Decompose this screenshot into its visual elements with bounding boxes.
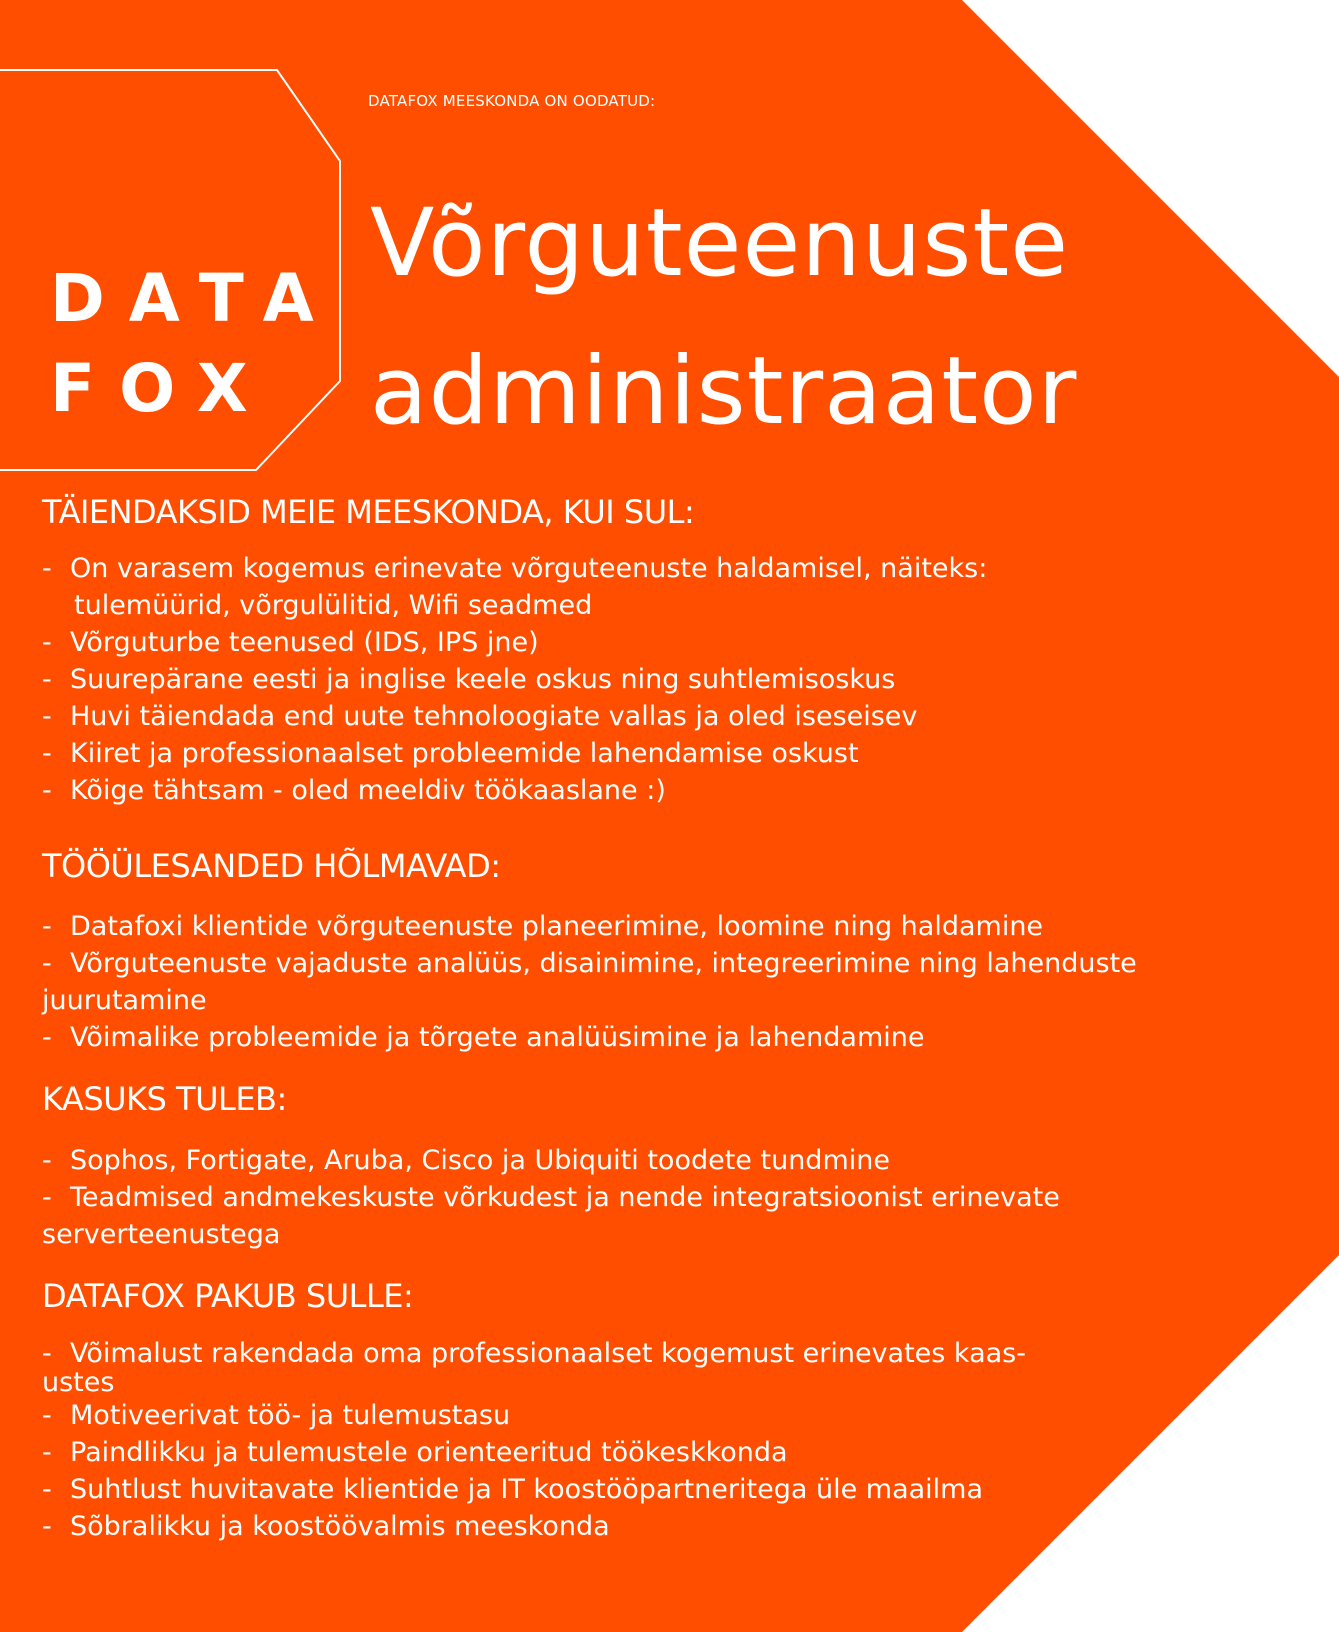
job-title-line-1: Võrguteenuste <box>370 189 1070 298</box>
job-title <box>370 170 1077 466</box>
list-item: - Sophos, Fortigate, Aruba, Cisco ja Ubiquiti toodete tundmine <box>42 1142 1252 1179</box>
list-item: - Huvi täiendada end uute tehnoloogiate vallas ja oled iseseisev <box>42 698 1252 735</box>
logo-text-data: DATA <box>50 260 338 337</box>
logo-text-fox: FOX <box>50 350 272 427</box>
list-item: - Datafoxi klientide võrguteenuste planeerimine, loomine ning haldamine <box>42 908 1252 945</box>
list-item: - Võrguturbe teenused (IDS, IPS jne) <box>42 624 1252 661</box>
list-item: - Sõbralikku ja koostöövalmis meeskonda <box>42 1508 1252 1545</box>
list-item-continuation: serverteenustega <box>42 1219 281 1250</box>
duties-list <box>42 908 1252 1056</box>
requirements-list <box>42 550 1252 809</box>
list-item: - On varasem kogemus erinevate võrguteenuste haldamisel, näiteks: tulemüürid, võrgulülitid, Wifi seadmed <box>42 550 1252 624</box>
section-heading-requirements: TÄIENDAKSID MEIE MEESKONDA, KUI SUL: <box>42 493 695 531</box>
list-item: - Suhtlust huvitavate klientide ja IT koostööpartneritega üle maailma <box>42 1471 1252 1508</box>
section-heading-duties: TÖÖÜLESANDED HÕLMAVAD: <box>42 847 501 885</box>
list-item: - Kiiret ja professionaalset probleemide lahendamise oskust <box>42 735 1252 772</box>
list-item: - Paindlikku ja tulemustele orienteeritud töökeskkonda <box>42 1434 1252 1471</box>
list-item: - Motiveerivat töö- ja tulemustasu <box>42 1397 1252 1434</box>
job-title-line-2: administraator <box>370 337 1078 446</box>
list-item: - Kõige tähtsam - oled meeldiv töökaaslane :) <box>42 772 1252 809</box>
list-item: - Võimalust rakendada oma professionaalset kogemust erinevates kaas- ustes <box>42 1339 1252 1397</box>
list-item: - Teadmised andmekeskuste võrkudest ja nende integratsioonist erinevate serverteenustega <box>42 1179 1252 1253</box>
list-item: - Võimalike probleemide ja tõrgete analüüsimine ja lahendamine <box>42 1019 1252 1056</box>
offer-list <box>42 1339 1252 1545</box>
list-item: - Võrguteenuste vajaduste analüüs, disainimine, integreerimine ning lahenduste juurutamine <box>42 945 1252 1019</box>
section-heading-offer: DATAFOX PAKUB SULLE: <box>42 1277 414 1315</box>
list-item-continuation: juurutamine <box>42 985 207 1016</box>
advantages-list <box>42 1142 1252 1253</box>
list-item-continuation: tulemüürid, võrgulülitid, Wifi seadmed <box>74 590 593 621</box>
section-heading-advantages: KASUKS TULEB: <box>42 1080 287 1118</box>
list-item-continuation: ustes <box>42 1367 115 1398</box>
list-item: - Suurepärane eesti ja inglise keele oskus ning suhtlemisoskus <box>42 661 1252 698</box>
eyebrow-label: DATAFOX MEESKONDA ON OODATUD: <box>368 92 656 110</box>
job-ad-content <box>42 492 1252 1545</box>
